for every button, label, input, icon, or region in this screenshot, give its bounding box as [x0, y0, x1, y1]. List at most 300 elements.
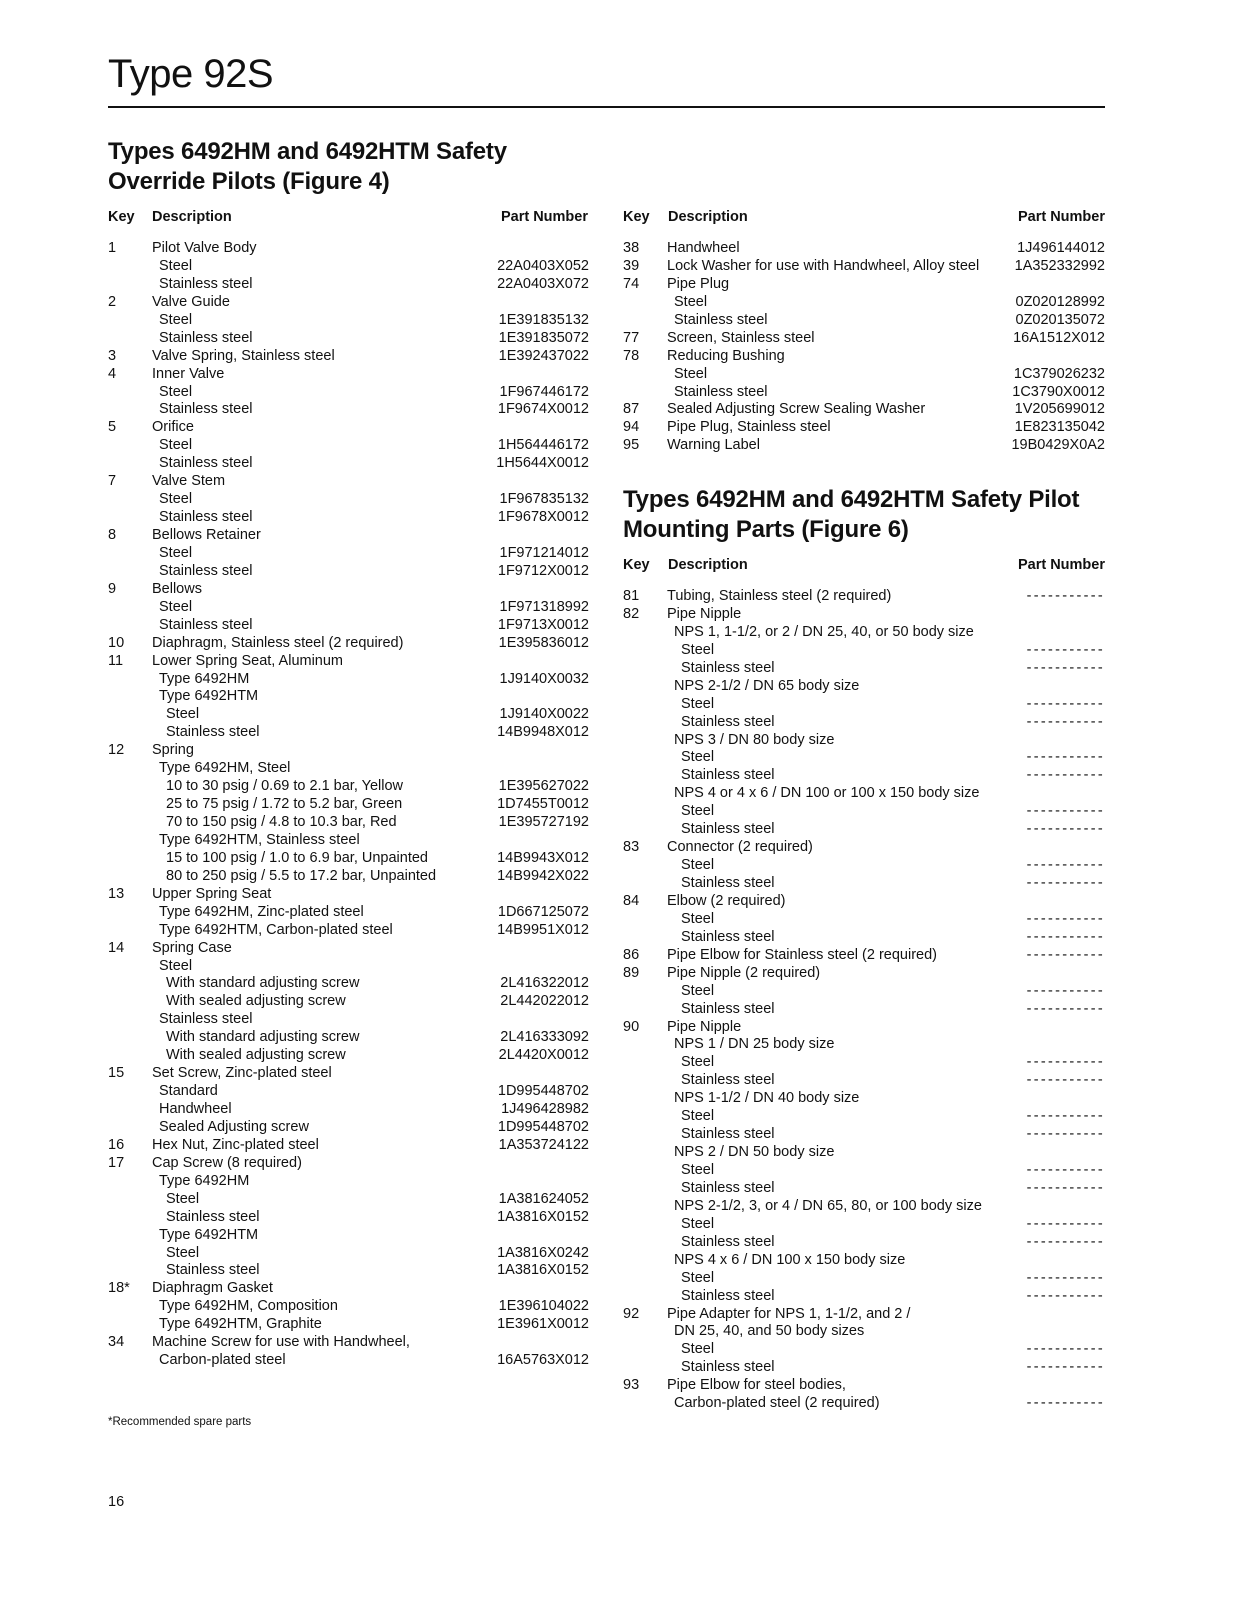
table-row: [108, 401, 589, 419]
key-cell: 2: [108, 293, 117, 310]
description-cell: Sealed Adjusting screw: [159, 1118, 309, 1135]
description-cell: Steel: [674, 293, 708, 310]
key-cell: 77: [623, 329, 640, 346]
part-number-cell: -----------: [1026, 821, 1105, 838]
part-number-cell: -----------: [1026, 659, 1105, 676]
table-row: [108, 1173, 589, 1191]
part-number-cell: 14B9948X012: [497, 724, 589, 741]
table-row: [623, 1377, 1105, 1395]
key-cell: 81: [623, 588, 640, 604]
table-row: [623, 1126, 1105, 1144]
table-row: [623, 929, 1105, 947]
table-row: [623, 1144, 1105, 1162]
part-number-cell: 1A3816X0152: [497, 1262, 589, 1279]
key-cell: 87: [623, 401, 640, 418]
table-row: [108, 814, 589, 832]
section1-heading-line2: Override Pilots (Figure 4): [108, 168, 390, 195]
description-cell: Diaphragm, Stainless steel (2 required): [152, 634, 404, 651]
description-cell: Steel: [681, 695, 715, 712]
description-cell: Stainless steel: [681, 1000, 775, 1017]
table-row: [623, 749, 1105, 767]
part-number-cell: 1E823135042: [1014, 419, 1105, 436]
table-row: [108, 563, 589, 581]
part-number-cell: -----------: [1026, 982, 1105, 999]
description-cell: Pipe Elbow for steel bodies,: [667, 1377, 846, 1394]
table-row: [623, 419, 1105, 437]
part-number-cell: 1A3816X0152: [497, 1208, 589, 1225]
part-number-cell: 1E391835072: [498, 329, 589, 346]
right-parts-table: [623, 240, 1105, 455]
part-number-cell: 1J9140X0032: [499, 670, 589, 687]
table-row: [623, 366, 1105, 384]
key-cell: 16: [108, 1136, 125, 1153]
key-cell: 10: [108, 634, 125, 651]
table-row: [623, 1288, 1105, 1306]
table-row: [108, 832, 589, 850]
description-cell: Steel: [159, 311, 193, 328]
table-row: [108, 1083, 589, 1101]
part-number-cell: 1D995448702: [497, 1118, 589, 1135]
table-row: [623, 821, 1105, 839]
description-cell: With standard adjusting screw: [166, 1029, 360, 1046]
description-cell: Handwheel: [159, 1101, 232, 1117]
table-row: [623, 1019, 1105, 1037]
table-row: [108, 778, 589, 796]
description-cell: Type 6492HTM, Carbon-plated steel: [159, 921, 393, 938]
table-row: [108, 671, 589, 689]
table-row: [108, 240, 589, 258]
table-row: [623, 1341, 1105, 1359]
description-cell: Steel: [681, 1341, 715, 1358]
description-cell: Steel: [674, 365, 708, 382]
table-row: [623, 893, 1105, 911]
table-row: [623, 1359, 1105, 1377]
section1-heading-line1: Types 6492HM and 6492HTM Safety: [108, 138, 507, 165]
part-number-cell: -----------: [1026, 1287, 1105, 1304]
description-cell: NPS 4 x 6 / DN 100 x 150 body size: [674, 1251, 906, 1268]
part-number-cell: -----------: [1026, 588, 1105, 604]
description-cell: Steel: [159, 437, 193, 454]
description-cell: Type 6492HM: [159, 670, 250, 687]
description-cell: NPS 1-1/2 / DN 40 body size: [674, 1090, 860, 1107]
table-row: [108, 384, 589, 402]
key-cell: 89: [623, 964, 640, 981]
description-cell: NPS 2-1/2, 3, or 4 / DN 65, 80, or 100 body size: [674, 1197, 982, 1214]
table-row: [623, 1054, 1105, 1072]
part-number-cell: 1D667125072: [497, 903, 589, 920]
description-cell: Pipe Nipple (2 required): [667, 964, 821, 981]
part-number-cell: 22A0403X052: [497, 257, 589, 274]
part-number-cell: 1F967835132: [499, 491, 589, 508]
table-row: [108, 958, 589, 976]
part-number-cell: 1E391835132: [498, 311, 589, 328]
part-number-cell: 2L416333092: [500, 1029, 589, 1046]
description-cell: Carbon-plated steel (2 required): [674, 1395, 880, 1412]
description-cell: Steel: [681, 1162, 715, 1178]
description-cell: Steel: [681, 910, 715, 927]
part-number-cell: 0Z020128992: [1015, 293, 1105, 310]
key-cell: 14: [108, 939, 125, 956]
page-number: 16: [108, 1494, 125, 1510]
part-number-cell: -----------: [1026, 1269, 1105, 1286]
part-number-cell: -----------: [1026, 1215, 1105, 1232]
description-cell: Valve Stem: [152, 473, 226, 490]
description-cell: Stainless steel: [159, 275, 253, 292]
table-row: [108, 258, 589, 276]
table-row: [108, 599, 589, 617]
key-cell: 7: [108, 473, 117, 490]
table-row: [623, 1001, 1105, 1019]
description-cell: Hex Nut, Zinc-plated steel: [152, 1136, 319, 1153]
description-cell: Type 6492HTM, Stainless steel: [159, 831, 360, 848]
part-number-cell: 1C3790X0012: [1012, 383, 1105, 400]
part-number-cell: 1F971318992: [499, 598, 589, 615]
table-row: [108, 1262, 589, 1280]
part-number-cell: 1E395727192: [498, 814, 589, 830]
table-row: [623, 857, 1105, 875]
table-row: [108, 1352, 589, 1370]
table-row: [108, 366, 589, 384]
part-number-cell: 14B9951X012: [497, 921, 589, 938]
table-row: [108, 527, 589, 545]
part-number-cell: 1A352332992: [1014, 257, 1105, 274]
part-number-cell: -----------: [1026, 1000, 1105, 1017]
part-number-cell: -----------: [1026, 1395, 1105, 1412]
part-number-cell: -----------: [1026, 803, 1105, 820]
table-row: [623, 1270, 1105, 1288]
description-cell: Steel: [681, 982, 715, 999]
table-row: [623, 660, 1105, 678]
table-row: [108, 796, 589, 814]
table-row: [623, 714, 1105, 732]
table-row: [623, 947, 1105, 965]
description-cell: Steel: [166, 706, 200, 723]
part-number-cell: -----------: [1026, 641, 1105, 658]
table-row: [108, 1298, 589, 1316]
table-row: [108, 276, 589, 294]
table-row: [623, 767, 1105, 785]
table-row: [108, 491, 589, 509]
part-number-cell: -----------: [1026, 875, 1105, 891]
table-row: [623, 276, 1105, 294]
part-number-header: Part Number: [1017, 209, 1105, 225]
table-row: [108, 940, 589, 958]
description-cell: Steel: [166, 1190, 200, 1207]
part-number-cell: 1V205699012: [1014, 401, 1105, 418]
part-number-cell: 1A353724122: [498, 1136, 589, 1153]
part-number-cell: 2L4420X0012: [498, 1047, 589, 1064]
table-row: [108, 706, 589, 724]
part-number-cell: 1E396104022: [498, 1298, 589, 1315]
part-number-cell: 1F9678X0012: [497, 509, 589, 526]
table-row: [623, 240, 1105, 258]
table-row: [623, 437, 1105, 455]
description-cell: NPS 1, 1-1/2, or 2 / DN 25, 40, or 50 body size: [674, 623, 974, 640]
description-cell: Stainless steel: [681, 1287, 775, 1304]
table-row: [108, 850, 589, 868]
description-cell: Stainless steel: [674, 311, 768, 328]
table-row: [623, 1090, 1105, 1108]
part-number-cell: 1D995448702: [497, 1083, 589, 1100]
description-cell: NPS 2 / DN 50 body size: [674, 1144, 835, 1161]
part-number-cell: -----------: [1026, 695, 1105, 712]
description-cell: Stainless steel: [681, 1179, 775, 1196]
part-number-cell: 16A5763X012: [497, 1352, 589, 1369]
description-cell: Handwheel: [667, 240, 740, 256]
description-cell: Reducing Bushing: [667, 347, 785, 364]
left-parts-table: [108, 240, 589, 1370]
table-row: [623, 330, 1105, 348]
description-cell: Pipe Adapter for NPS 1, 1-1/2, and 2 /: [667, 1305, 911, 1322]
description-cell: Stainless steel: [681, 767, 775, 784]
key-cell: 94: [623, 419, 640, 436]
description-cell: Screen, Stainless steel: [667, 329, 815, 346]
part-number-cell: 1A3816X0242: [497, 1244, 589, 1261]
table-row: [623, 606, 1105, 624]
part-number-cell: 1H5644X0012: [496, 455, 589, 472]
table-row: [623, 1072, 1105, 1090]
table-row: [108, 688, 589, 706]
part-number-cell: 1H564446172: [497, 437, 589, 454]
table-row: [108, 904, 589, 922]
description-cell: Steel: [681, 1108, 715, 1125]
table-row: [623, 624, 1105, 642]
key-cell: 74: [623, 275, 640, 292]
description-cell: Connector (2 required): [667, 839, 813, 856]
table-row: [623, 294, 1105, 312]
part-number-cell: -----------: [1026, 1341, 1105, 1358]
key-cell: 3: [108, 347, 117, 364]
key-header: Key: [108, 209, 135, 225]
description-cell: Stainless steel: [681, 1126, 775, 1143]
part-number-cell: 14B9942X022: [497, 867, 589, 884]
description-cell: Type 6492HM, Composition: [159, 1298, 338, 1315]
part-number-cell: 0Z020135072: [1015, 311, 1105, 328]
part-number-cell: 1C379026232: [1013, 365, 1105, 382]
key-cell: 34: [108, 1334, 125, 1351]
part-number-cell: 1E395627022: [498, 778, 589, 795]
key-cell: 78: [623, 347, 640, 364]
table-row: [623, 401, 1105, 419]
table-row: [623, 588, 1105, 606]
key-cell: 39: [623, 257, 640, 274]
table-row: [623, 1180, 1105, 1198]
description-cell: Sealed Adjusting Screw Sealing Washer: [667, 401, 926, 418]
table-row: [108, 886, 589, 904]
description-cell: Type 6492HM, Zinc-plated steel: [159, 903, 364, 920]
key-cell: 84: [623, 892, 640, 909]
part-number-cell: -----------: [1026, 749, 1105, 766]
description-cell: Type 6492HTM: [159, 1226, 259, 1243]
description-cell: Diaphragm Gasket: [152, 1280, 273, 1297]
table-row: [108, 1119, 589, 1137]
table-row: [108, 922, 589, 940]
key-header: Key: [623, 557, 650, 573]
table-row: [108, 419, 589, 437]
description-cell: Type 6492HTM: [159, 688, 259, 705]
table-row: [623, 1395, 1105, 1413]
description-cell: Steel: [166, 1244, 200, 1261]
key-cell: 90: [623, 1018, 640, 1035]
description-cell: NPS 3 / DN 80 body size: [674, 731, 835, 748]
key-cell: 12: [108, 742, 125, 759]
table-row: [108, 1155, 589, 1173]
description-cell: Valve Spring, Stainless steel: [152, 347, 335, 364]
table-row: [108, 1316, 589, 1334]
description-cell: Steel: [681, 749, 715, 766]
table-row: [623, 258, 1105, 276]
table-row: [108, 742, 589, 760]
description-cell: Stainless steel: [159, 509, 253, 526]
section2-heading: [623, 485, 1079, 545]
part-number-cell: -----------: [1026, 1162, 1105, 1178]
description-cell: Stainless steel: [681, 928, 775, 945]
part-number-cell: 2L416322012: [500, 975, 589, 992]
table-row: [108, 1334, 589, 1352]
description-header: Description: [668, 209, 748, 225]
table-row: [108, 348, 589, 366]
description-cell: Lock Washer for use with Handwheel, Alloy steel: [667, 257, 980, 274]
key-cell: 93: [623, 1377, 640, 1394]
part-number-cell: -----------: [1026, 928, 1105, 945]
description-cell: 10 to 30 psig / 0.69 to 2.1 bar, Yellow: [166, 778, 404, 795]
table-row: [623, 696, 1105, 714]
part-number-cell: -----------: [1026, 1072, 1105, 1089]
description-cell: Lower Spring Seat, Aluminum: [152, 652, 344, 669]
table-row: [108, 1227, 589, 1245]
section1-heading: [108, 137, 507, 197]
part-number-header: Part Number: [1017, 557, 1105, 573]
table-row: [623, 875, 1105, 893]
table-row: [108, 455, 589, 473]
description-cell: Type 6492HM: [159, 1172, 250, 1189]
part-number-cell: 1A381624052: [498, 1190, 589, 1207]
description-cell: Bellows Retainer: [152, 527, 261, 543]
table-row: [623, 839, 1105, 857]
table-row: [623, 983, 1105, 1001]
description-cell: With sealed adjusting screw: [166, 1047, 346, 1064]
description-cell: Steel: [681, 641, 715, 658]
part-number-cell: 14B9943X012: [497, 849, 589, 866]
table-row: [623, 1162, 1105, 1180]
description-cell: Stainless steel: [159, 562, 253, 579]
description-cell: Steel: [159, 491, 193, 508]
table-row: [623, 384, 1105, 402]
key-cell: 38: [623, 240, 640, 256]
part-number-cell: -----------: [1026, 1126, 1105, 1143]
table-row: [108, 635, 589, 653]
table-row: [623, 1198, 1105, 1216]
description-cell: Stainless steel: [681, 659, 775, 676]
part-number-cell: -----------: [1026, 1359, 1105, 1376]
part-number-cell: 1F9712X0012: [497, 562, 589, 579]
key-cell: 86: [623, 946, 640, 963]
table-row: [623, 911, 1105, 929]
description-cell: 25 to 75 psig / 1.72 to 5.2 bar, Green: [166, 796, 403, 813]
table-row: [623, 965, 1105, 983]
table-row: [623, 803, 1105, 821]
table-row: [108, 760, 589, 778]
key-cell: 8: [108, 527, 117, 543]
table-row: [108, 509, 589, 527]
part-number-cell: 1J496428982: [501, 1101, 589, 1117]
table-row: [623, 312, 1105, 330]
part-number-cell: 1F971214012: [499, 544, 589, 561]
table-row: [108, 581, 589, 599]
description-cell: Steel: [159, 383, 193, 400]
description-cell: NPS 1 / DN 25 body size: [674, 1036, 835, 1053]
part-number-cell: 1F9713X0012: [497, 616, 589, 633]
table-row: [108, 312, 589, 330]
description-cell: Stainless steel: [681, 713, 775, 730]
key-header: Key: [623, 209, 650, 225]
key-cell: 4: [108, 365, 117, 382]
page-title: Type 92S: [108, 52, 274, 96]
description-cell: Set Screw, Zinc-plated steel: [152, 1065, 332, 1082]
key-cell: 11: [108, 652, 124, 669]
description-cell: Standard: [159, 1083, 218, 1100]
description-cell: Stainless steel: [681, 1233, 775, 1250]
table-row: [108, 1101, 589, 1119]
section2-heading-line2: Mounting Parts (Figure 6): [623, 516, 909, 543]
description-cell: Steel: [159, 257, 193, 274]
description-cell: Warning Label: [667, 437, 760, 454]
description-cell: Spring: [152, 742, 194, 759]
mounting-parts-table: [623, 588, 1105, 1413]
description-cell: Steel: [681, 803, 715, 820]
description-cell: Stainless steel: [159, 329, 253, 346]
description-cell: Steel: [681, 1054, 715, 1071]
table-row: [108, 1280, 589, 1298]
table-row: [623, 785, 1105, 803]
table-row: [623, 1252, 1105, 1270]
part-number-cell: 1D7455T0012: [497, 796, 589, 813]
table-row: [108, 653, 589, 671]
table-row: [108, 294, 589, 312]
section2-heading-line1: Types 6492HM and 6492HTM Safety Pilot: [623, 486, 1080, 513]
description-cell: Pipe Nipple: [667, 605, 742, 622]
description-header: Description: [668, 557, 748, 573]
table-row: [108, 437, 589, 455]
description-cell: Type 6492HTM, Graphite: [159, 1316, 322, 1333]
description-cell: Steel: [681, 857, 715, 874]
table-row: [108, 617, 589, 635]
description-cell: NPS 4 or 4 x 6 / DN 100 or 100 x 150 body size: [674, 785, 980, 802]
description-cell: Elbow (2 required): [667, 892, 786, 909]
part-number-cell: -----------: [1026, 1233, 1105, 1250]
table-row: [623, 1323, 1105, 1341]
key-cell: 9: [108, 580, 117, 597]
description-cell: Stainless steel: [159, 616, 253, 633]
description-cell: Stainless steel: [681, 821, 775, 838]
description-cell: Stainless steel: [166, 1262, 260, 1279]
description-cell: Cap Screw (8 required): [152, 1154, 302, 1171]
table-row: [623, 348, 1105, 366]
description-cell: Pipe Plug, Stainless steel: [667, 419, 831, 436]
part-number-cell: -----------: [1026, 1108, 1105, 1125]
table-row: [108, 545, 589, 563]
part-number-cell: -----------: [1026, 767, 1105, 784]
key-cell: 95: [623, 437, 640, 454]
description-cell: Stainless steel: [159, 401, 253, 418]
table-row: [623, 1108, 1105, 1126]
key-cell: 82: [623, 605, 640, 622]
part-number-cell: 1F967446172: [499, 383, 589, 400]
table-row: [623, 1036, 1105, 1054]
description-cell: Stainless steel: [681, 1359, 775, 1376]
key-cell: 83: [623, 839, 640, 856]
key-cell: 18*: [108, 1280, 130, 1297]
